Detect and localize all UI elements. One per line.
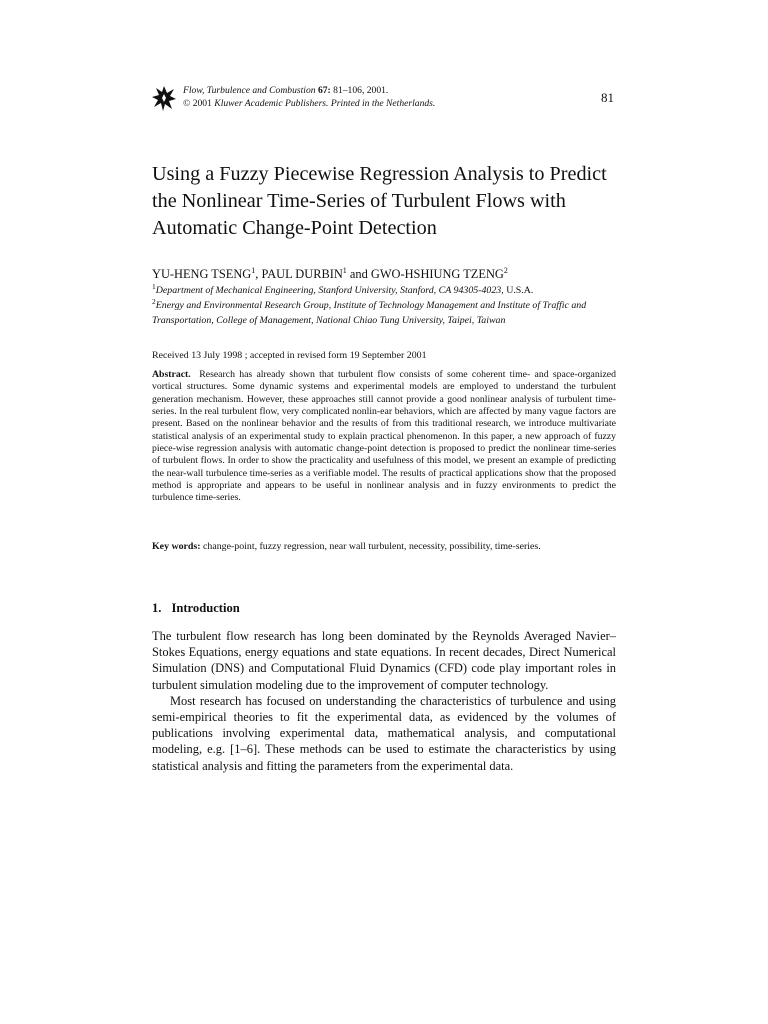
journal-name: Flow, Turbulence and Combustion <box>183 85 316 96</box>
keywords-text: change-point, fuzzy regression, near wall turbulent, necessity, possibility, time-series. <box>203 541 541 552</box>
body-paragraph: Most research has focused on understanding the characteristics of turbulence and using semi-empirical theories to fit the experimental data, as evidenced by the volumes of publications involving experimental data, mathematical analysis, and computational modeling, e.g. [1–6]. These methods can be used to estimate the characteristics by using statistical analysis and fitting the parameters from the experimental data. <box>152 693 616 773</box>
copyright-symbol: © <box>183 98 191 109</box>
author-name: YU-HENG TSENG <box>152 267 252 281</box>
publisher: Kluwer Academic Publishers. <box>214 98 329 109</box>
copyright-year: 2001 <box>192 98 212 109</box>
keywords-label: Key words: <box>152 541 201 552</box>
journal-pages: 81–106, 2001. <box>333 85 389 96</box>
author-separator: , <box>255 267 262 281</box>
affiliation-mark: 2 <box>152 297 156 306</box>
author-name: PAUL DURBIN <box>261 267 343 281</box>
author-separator: and <box>346 267 371 281</box>
kluwer-logo-icon <box>152 85 176 111</box>
page-number: 81 <box>601 90 614 105</box>
affiliation-text: Energy and Environmental Research Group, Institute of Technology Management and Institute of Traffic and Transportation, College of Management, National Chiao Tung University, Taipei, Taiwan <box>152 300 587 326</box>
section-heading <box>152 601 240 616</box>
section-title: Introduction <box>171 601 240 615</box>
affiliation-mark: 1 <box>152 282 156 291</box>
affiliation-country: U.S.A. <box>506 285 534 296</box>
article-title: Using a Fuzzy Piecewise Regression Analysis to Predict the Nonlinear Time-Series of Turbulent Flows with Automatic Change-Point Detection <box>152 163 607 239</box>
journal-citation <box>183 84 435 110</box>
author-name: GWO-HSHIUNG TZENG <box>370 267 504 281</box>
keywords <box>152 541 622 552</box>
abstract-label: Abstract. <box>152 369 191 380</box>
body-paragraph: The turbulent flow research has long been dominated by the Reynolds Averaged Navier–Stokes Equations, energy equations and state equations. In recent decades, Direct Numerical Simulation (DNS) and Computational Fluid Dynamics (CFD) code play important roles in turbulent simulation modeling due to the improvement of computer technology. <box>152 629 616 692</box>
section-number: 1. <box>152 601 162 615</box>
page-header <box>152 84 616 114</box>
received-dates: Received 13 July 1998 ; accepted in revised form 19 September 2001 <box>152 350 427 361</box>
author-affiliation-mark: 2 <box>503 266 508 275</box>
abstract <box>152 369 616 505</box>
abstract-text: Research has already shown that turbulent flow consists of some coherent time- and space-organized vortical structures. Some dynamic systems and experimental models are employed to understand the turbulent generation mechanism. However, these approaches still cannot provide a good nonlinear analysis of turbulent time-series. In the real turbulent flow, very complicated nonlin-ear behaviors, which are affected by many vague factors are present. Based on the nonlinear behavior and the results of from this traditional research, we introduce multivariate statistical analysis of an experimental study to explain practical phenomenon. In this paper, a new approach of fuzzy piece-wise regression analysis with automatic change-point detection is proposed to predict the nonlinear time-series of turbulent flows. In order to show the practicality and usefulness of this model, we present an example of predicting the near-wall turbulence time-series as a verifiable model. The results of practical applications show that the proposed method is appropriate and appears to be useful in nonlinear analysis and in fuzzy environments to predict the turbulence time-series. <box>152 369 616 504</box>
journal-volume: 67: <box>317 85 331 96</box>
author-affiliation-mark: 1 <box>342 266 347 275</box>
author-affiliation-mark: 1 <box>251 266 256 275</box>
printed-location: Printed in the Netherlands. <box>330 98 436 109</box>
section-body <box>152 628 616 774</box>
affiliation-2 <box>152 295 616 328</box>
affiliation-text: Department of Mechanical Engineering, Stanford University, Stanford, CA 94305-4023, <box>155 285 504 296</box>
